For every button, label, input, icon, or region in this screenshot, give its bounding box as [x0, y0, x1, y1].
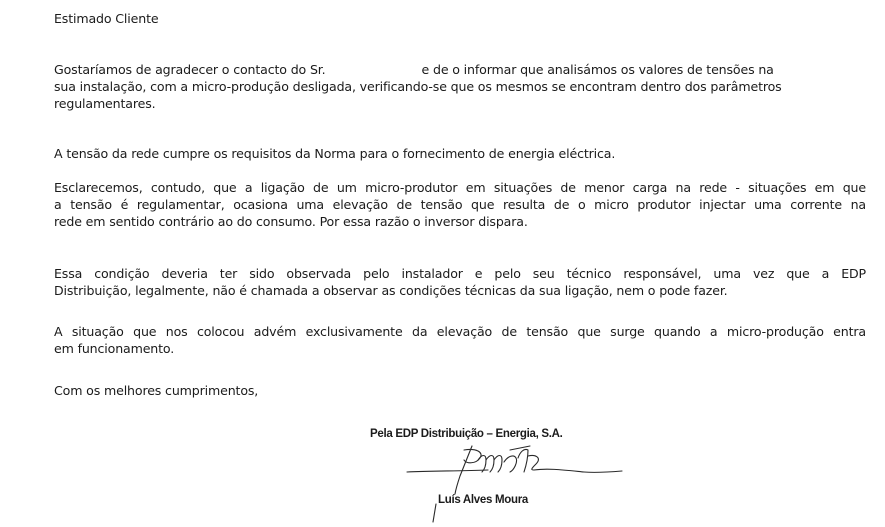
paragraph-3-line-2: a tensão é regulamentar, ocasiona uma elevação de tensão que resulta de o micro produtor injectar uma corrente na: [54, 197, 866, 212]
paragraph-1-line-3: regulamentares.: [54, 96, 156, 111]
paragraph-3-line-1: Esclarecemos, contudo, que a ligação de um micro-produtor em situações de menor carga na rede - situações em que: [54, 180, 866, 195]
paragraph-1-line-1-end: e de o informar que analisámos os valores de tensões na: [421, 62, 774, 77]
paragraph-1: [54, 61, 866, 112]
signature-name: Luís Alves Moura: [438, 494, 528, 506]
paragraph-2: A tensão da rede cumpre os requisitos da Norma para o fornecimento de energia eléctrica.: [54, 146, 616, 161]
paragraph-1-line-2: sua instalação, com a micro-produção desligada, verificando-se que os mesmos se encontram dentro dos parâmetros: [54, 79, 782, 94]
paragraph-1-line-1: [54, 61, 866, 78]
closing: Com os melhores cumprimentos,: [54, 383, 259, 398]
signature-block: [360, 428, 680, 527]
paragraph-5-line-2: em funcionamento.: [54, 341, 175, 356]
paragraph-1-line-1-start: Gostaríamos de agradecer o contacto do Sr.: [54, 62, 326, 77]
paragraph-4-line-1: Essa condição deveria ter sido observada pelo instalador e pelo seu técnico responsável, uma vez que a EDP: [54, 266, 866, 281]
paragraph-3-line-3: rede em sentido contrário ao do consumo. Por essa razão o inversor dispara.: [54, 214, 528, 229]
signature-organization: Pela EDP Distribuição – Energia, S.A.: [370, 428, 563, 440]
paragraph-3: [54, 179, 866, 230]
paragraph-5: [54, 323, 866, 357]
handwritten-signature: [360, 428, 680, 527]
paragraph-4-line-2: Distribuição, legalmente, não é chamada a observar as condições técnicas da sua ligação, nem o pode fazer.: [54, 283, 728, 298]
salutation: Estimado Cliente: [54, 11, 159, 26]
paragraph-5-line-1: A situação que nos colocou advém exclusivamente da elevação de tensão que surge quando a micro-produção entra: [54, 324, 866, 339]
paragraph-4: [54, 265, 866, 299]
